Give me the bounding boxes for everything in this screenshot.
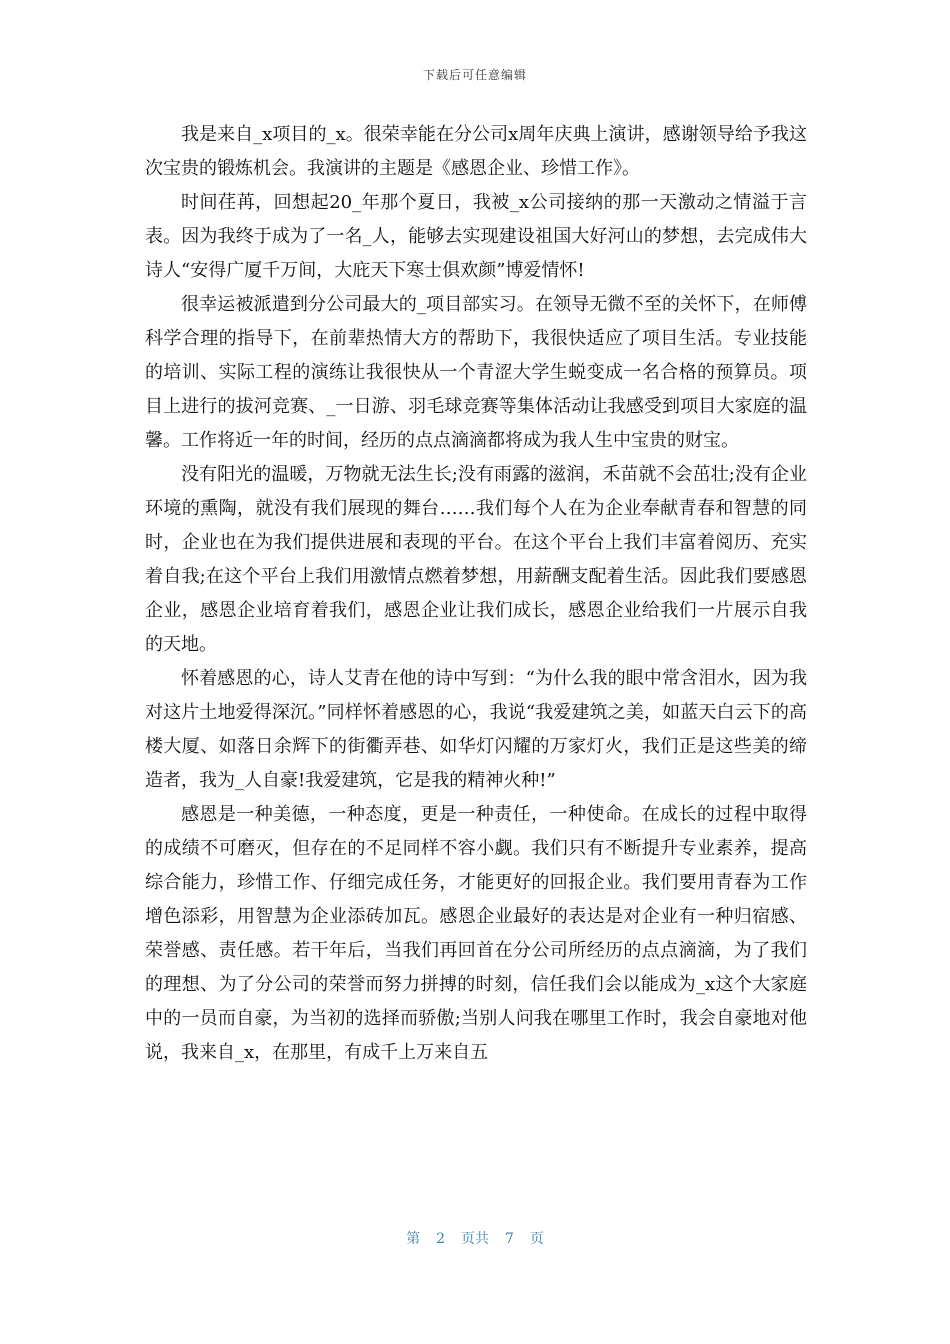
page-word: 第	[406, 1231, 421, 1247]
page-number-footer	[0, 1228, 950, 1248]
paragraph-6: 感恩是一种美德，一种态度，更是一种责任，一种使命。在成长的过程中取得的成绩不可磨灭，但存在的不足同样不容小觑。我们只有不断提升专业素养，提高综合能力，珍惜工作、仔细完成任务，才能更好的回报企业。我们要用青春为工作增色添彩，用智慧为企业添砖加瓦。感恩企业最好的表达是对企业有一种归宿感、荣誉感、责任感。若干年后，当我们再回首在分公司所经历的点点滴滴，为了我们的理想、为了分公司的荣誉而努力拼搏的时刻，信任我们会以能成为_x这个大家庭中的一员而自豪，为当初的选择而骄傲;当别人问我在哪里工作时，我会自豪地对他说，我来自_x，在那里，有成千上万来自五	[145, 804, 807, 1063]
page-suffix: 页	[529, 1231, 544, 1247]
total-word: 页共	[461, 1231, 489, 1247]
document-body	[145, 118, 807, 1070]
paragraph-1: 我是来自_x项目的_x。很荣幸能在分公司x周年庆典上演讲，感谢领导给予我这次宝贵的锻炼机会。我演讲的主题是《感恩企业、珍惜工作》。	[145, 124, 807, 179]
current-page-number: 2	[436, 1231, 445, 1247]
paragraph-5: 怀着感恩的心，诗人艾青在他的诗中写到：“为什么我的眼中常含泪水，因为我对这片土地爱得深沉。”同样怀着感恩的心，我说“我爱建筑之美，如蓝天白云下的高楼大厦、如落日余辉下的街衢弄巷、如华灯闪耀的万家灯火，我们正是这些美的缔造者，我为_人自豪!我爱建筑，它是我的精神火种!”	[145, 668, 807, 791]
paragraph-2: 时间荏苒，回想起20_年那个夏日，我被_x公司接纳的那一天激动之情溢于言表。因为我终于成为了一名_人，能够去实现建设祖国大好河山的梦想，去完成伟大诗人“安得广厦千万间，大庇天下寒士俱欢颜”博爱情怀!	[145, 192, 807, 281]
header-note: 下载后可任意编辑	[422, 68, 527, 82]
paragraph-3: 很幸运被派遣到分公司最大的_项目部实习。在领导无微不至的关怀下，在师傅科学合理的指导下，在前辈热情大方的帮助下，我很快适应了项目生活。专业技能的培训、实际工程的演练让我很快从一个青涩大学生蜕变成一名合格的预算员。项目上进行的拔河竞赛、_一日游、羽毛球竞赛等集体活动让我感受到项目大家庭的温馨。工作将近一年的时间，经历的点点滴滴都将成为我人生中宝贵的财宝。	[145, 294, 807, 451]
paragraph-4: 没有阳光的温暖，万物就无法生长;没有雨露的滋润，禾苗就不会茁壮;没有企业环境的熏陶，就没有我们展现的舞台……我们每个人在为企业奉献青春和智慧的同时，企业也在为我们提供进展和表现的平台。在这个平台上我们丰富着阅历、充实着自我;在这个平台上我们用激情点燃着梦想，用薪酬支配着生活。因此我们要感恩企业，感恩企业培育着我们，感恩企业让我们成长，感恩企业给我们一片展示自我的天地。	[145, 464, 807, 655]
total-pages-number: 7	[505, 1231, 514, 1247]
